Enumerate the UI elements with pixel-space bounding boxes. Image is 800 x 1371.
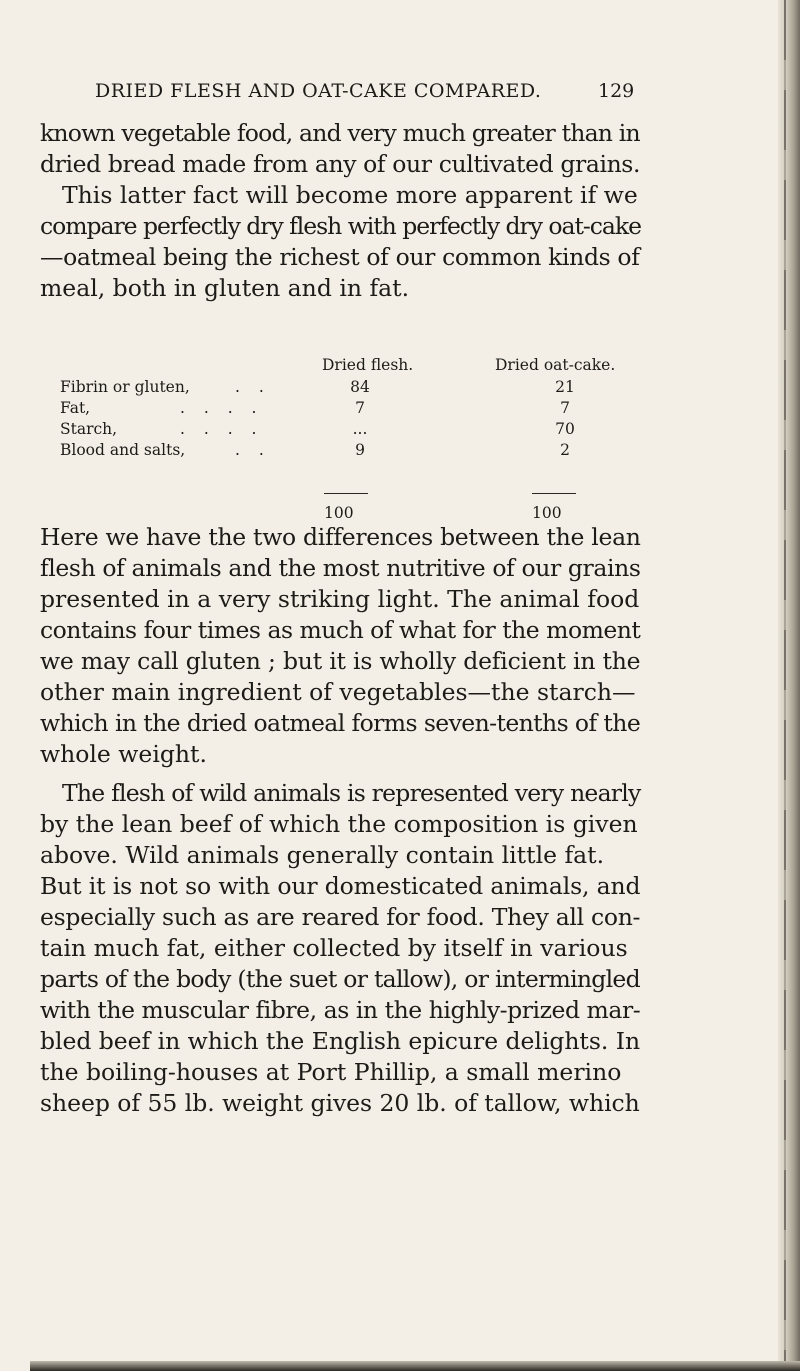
dot-leader: . .	[235, 441, 271, 459]
text-line: The flesh of wild animals is represented very nearly	[62, 779, 641, 807]
text-line: meal, both in gluten and in fat.	[40, 274, 410, 302]
paragraph-3	[40, 778, 640, 1119]
composition-table	[60, 356, 620, 531]
table-row	[60, 441, 620, 461]
total-rule	[324, 493, 368, 494]
value-dried-oat-cake: 7	[560, 399, 570, 417]
text-line: with the muscular fibre, as in the highly-prized mar-	[40, 996, 641, 1024]
table-row	[60, 420, 620, 440]
row-label: Fibrin or gluten,	[60, 378, 190, 396]
total-dried-flesh: 100	[324, 504, 354, 522]
text-line: which in the dried oatmeal forms seven-tenths of the	[40, 709, 641, 737]
table-row	[60, 378, 620, 398]
dot-leader: . . . .	[180, 399, 264, 417]
text-line: parts of the body (the suet or tallow), or intermingled	[40, 965, 640, 993]
text-line: dried bread made from any of our cultivated grains.	[40, 150, 641, 178]
text-line: compare perfectly dry flesh with perfectly dry oat-cake	[40, 212, 641, 240]
page-number: 129	[598, 80, 635, 102]
text-line: the boiling-houses at Port Phillip, a small merino	[40, 1058, 622, 1086]
text-line: But it is not so with our domesticated animals, and	[40, 872, 641, 900]
value-dried-flesh: 9	[355, 441, 365, 459]
text-line: This latter fact will become more apparent if we	[62, 181, 638, 209]
text-line: especially such as are reared for food. They all con-	[40, 903, 641, 931]
text-line: we may call gluten ; but it is wholly deficient in the	[40, 647, 641, 675]
text-line: by the lean beef of which the composition is given	[40, 810, 638, 838]
dot-leader: . . . .	[180, 420, 264, 438]
dot-leader: . .	[235, 378, 271, 396]
text-line: Here we have the two differences between the lean	[40, 523, 641, 551]
row-label: Fat,	[60, 399, 91, 417]
total-dried-oat-cake: 100	[532, 504, 562, 522]
text-line: —oatmeal being the richest of our common kinds of	[40, 243, 640, 271]
value-dried-flesh: ...	[352, 420, 368, 438]
text-line: sheep of 55 lb. weight gives 20 lb. of tallow, which	[40, 1089, 640, 1117]
table-row	[60, 399, 620, 419]
value-dried-oat-cake: 21	[555, 378, 575, 396]
column-header-dried-flesh: Dried flesh.	[322, 356, 414, 374]
page-edge	[778, 0, 800, 1371]
text-line: flesh of animals and the most nutritive of our grains	[40, 554, 641, 582]
text-line: above. Wild animals generally contain little fat.	[40, 841, 605, 869]
column-header-dried-oat-cake: Dried oat-cake.	[495, 356, 616, 374]
text-line: known vegetable food, and very much greater than in	[40, 119, 640, 147]
text-line: contains four times as much of what for the moment	[40, 616, 641, 644]
running-title: DRIED FLESH AND OAT-CAKE COMPARED.	[95, 80, 542, 102]
value-dried-flesh: 7	[355, 399, 365, 417]
text-line: other main ingredient of vegetables—the starch—	[40, 678, 636, 706]
page-bottom-edge	[30, 1361, 800, 1371]
row-label: Blood and salts,	[60, 441, 186, 459]
text-line: bled beef in which the English epicure delights. In	[40, 1027, 641, 1055]
value-dried-flesh: 84	[350, 378, 370, 396]
row-label: Starch,	[60, 420, 118, 438]
paragraph-1	[40, 118, 640, 304]
text-line: tain much fat, either collected by itself in various	[40, 934, 628, 962]
value-dried-oat-cake: 70	[555, 420, 575, 438]
paragraph-2	[40, 522, 640, 770]
total-rule	[532, 493, 576, 494]
text-line: whole weight.	[40, 740, 207, 768]
text-line: presented in a very striking light. The animal food	[40, 585, 640, 613]
value-dried-oat-cake: 2	[560, 441, 570, 459]
